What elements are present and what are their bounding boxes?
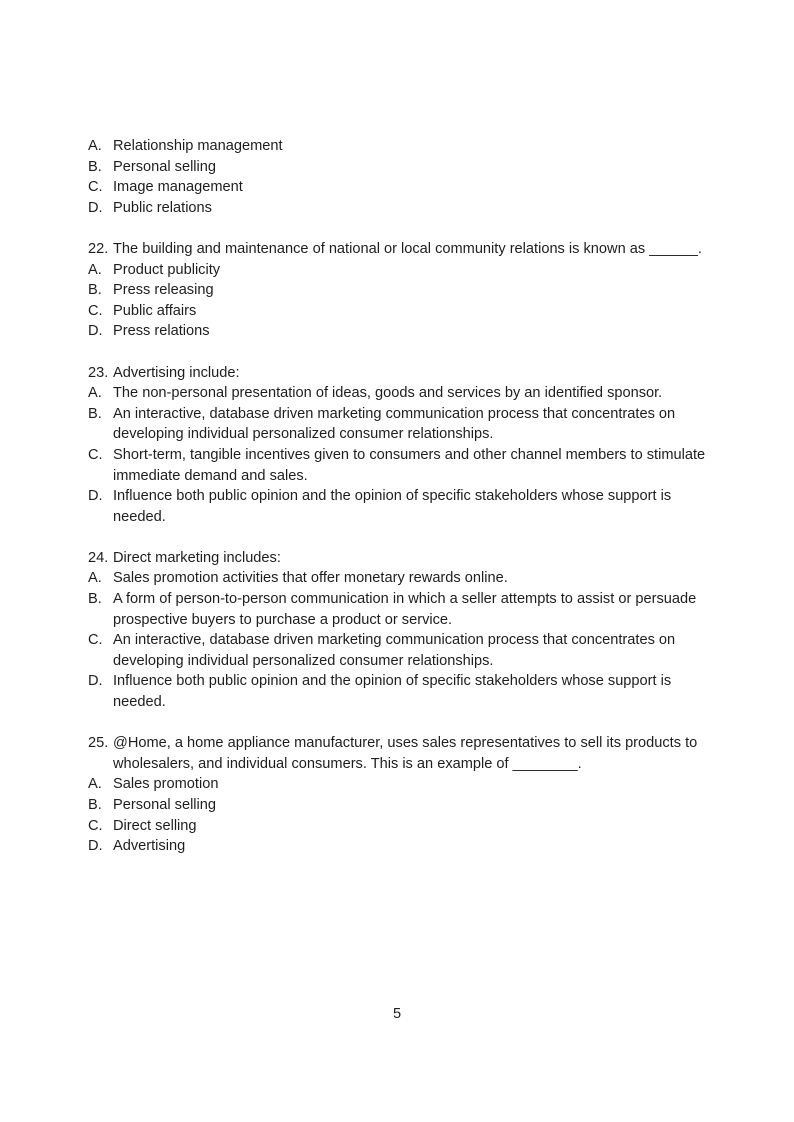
option-row bbox=[88, 445, 708, 486]
option-text: Personal selling bbox=[113, 158, 217, 175]
option-text: Direct selling bbox=[113, 817, 197, 834]
option-letter: D. bbox=[88, 323, 103, 340]
option-letter: A. bbox=[88, 138, 102, 154]
option-letter: C. bbox=[88, 632, 103, 649]
option-row bbox=[88, 589, 708, 630]
question-block bbox=[88, 239, 708, 342]
option-row bbox=[88, 260, 708, 281]
option-text: Sales promotion bbox=[113, 776, 219, 793]
page-number: 5 bbox=[392, 1006, 402, 1022]
option-letter: B. bbox=[88, 282, 102, 299]
question-row bbox=[88, 239, 708, 260]
option-row bbox=[88, 280, 708, 301]
option-letter: B. bbox=[88, 591, 102, 608]
option-letter: C. bbox=[88, 302, 103, 319]
option-letter: D. bbox=[88, 673, 103, 690]
option-text: Short-term, tangible incentives given to consumers and other channel members to stimulate immediate demand and sales. bbox=[113, 446, 706, 484]
question-block bbox=[88, 363, 708, 528]
option-letter: A. bbox=[88, 385, 102, 402]
question-text: The building and maintenance of national or local community relations is known as ______. bbox=[113, 240, 702, 257]
option-letter: D. bbox=[88, 488, 103, 505]
option-row bbox=[88, 671, 708, 712]
option-text: An interactive, database driven marketing communication process that concentrates on developing individual personalized consumer relationships. bbox=[113, 405, 676, 443]
option-row bbox=[88, 816, 708, 837]
option-text: Public affairs bbox=[113, 302, 197, 319]
option-text: Relationship management bbox=[113, 138, 283, 154]
option-text: Press releasing bbox=[113, 282, 214, 299]
question-row bbox=[88, 363, 708, 384]
option-text: An interactive, database driven marketing communication process that concentrates on developing individual personalized consumer relationships. bbox=[113, 632, 676, 669]
option-text: Advertising bbox=[113, 838, 186, 855]
option-text: Influence both public opinion and the opinion of specific stakeholders whose support is needed. bbox=[113, 673, 672, 711]
option-text: Public relations bbox=[113, 199, 212, 216]
option-row bbox=[88, 198, 708, 219]
option-text: Product publicity bbox=[113, 261, 221, 278]
question-number: 24. bbox=[88, 549, 109, 566]
option-row bbox=[88, 136, 708, 157]
option-text: A form of person-to-person communication in which a seller attempts to assist or persuade prospective buyers to purchase a product or service. bbox=[113, 591, 697, 628]
option-row bbox=[88, 301, 708, 322]
option-text: Influence both public opinion and the opinion of specific stakeholders whose support is needed. bbox=[113, 488, 672, 525]
option-letter: D. bbox=[88, 838, 103, 855]
option-row bbox=[88, 836, 708, 857]
option-text: Image management bbox=[113, 179, 243, 196]
option-letter: A. bbox=[88, 261, 102, 278]
question-text: @Home, a home appliance manufacturer, uses sales representatives to sell its products to wholesalers, and individual consumers. This is an example of ________. bbox=[113, 735, 698, 772]
option-letter: B. bbox=[88, 797, 102, 813]
option-letter: A. bbox=[88, 570, 102, 587]
question-text: Direct marketing includes: bbox=[113, 549, 281, 566]
option-letter: D. bbox=[88, 199, 103, 216]
option-row bbox=[88, 795, 708, 816]
question-block bbox=[88, 548, 708, 713]
option-row bbox=[88, 774, 708, 795]
option-letter: C. bbox=[88, 446, 103, 463]
option-row bbox=[88, 404, 708, 445]
option-text: The non-personal presentation of ideas, goods and services by an identified sponsor. bbox=[113, 385, 663, 402]
option-row bbox=[88, 157, 708, 178]
question-number: 22. bbox=[88, 240, 109, 257]
option-letter: B. bbox=[88, 158, 102, 175]
option-letter: B. bbox=[88, 405, 102, 422]
question-number: 25. bbox=[88, 735, 109, 752]
questions-container bbox=[88, 136, 708, 857]
option-letter: C. bbox=[88, 179, 103, 196]
option-row bbox=[88, 630, 708, 671]
option-letter: A. bbox=[88, 776, 102, 793]
option-row bbox=[88, 486, 708, 527]
option-row bbox=[88, 321, 708, 342]
option-text: Press relations bbox=[113, 323, 210, 340]
question-row bbox=[88, 548, 708, 569]
option-letter: C. bbox=[88, 817, 103, 834]
question-row bbox=[88, 733, 708, 774]
question-number: 23. bbox=[88, 364, 109, 381]
option-text: Personal selling bbox=[113, 797, 217, 813]
question-block bbox=[88, 733, 708, 857]
option-row bbox=[88, 383, 708, 404]
question-text: Advertising include: bbox=[113, 364, 240, 381]
leading-options-block bbox=[88, 136, 708, 218]
option-row bbox=[88, 177, 708, 198]
option-row bbox=[88, 568, 708, 589]
option-text: Sales promotion activities that offer monetary rewards online. bbox=[113, 570, 508, 587]
